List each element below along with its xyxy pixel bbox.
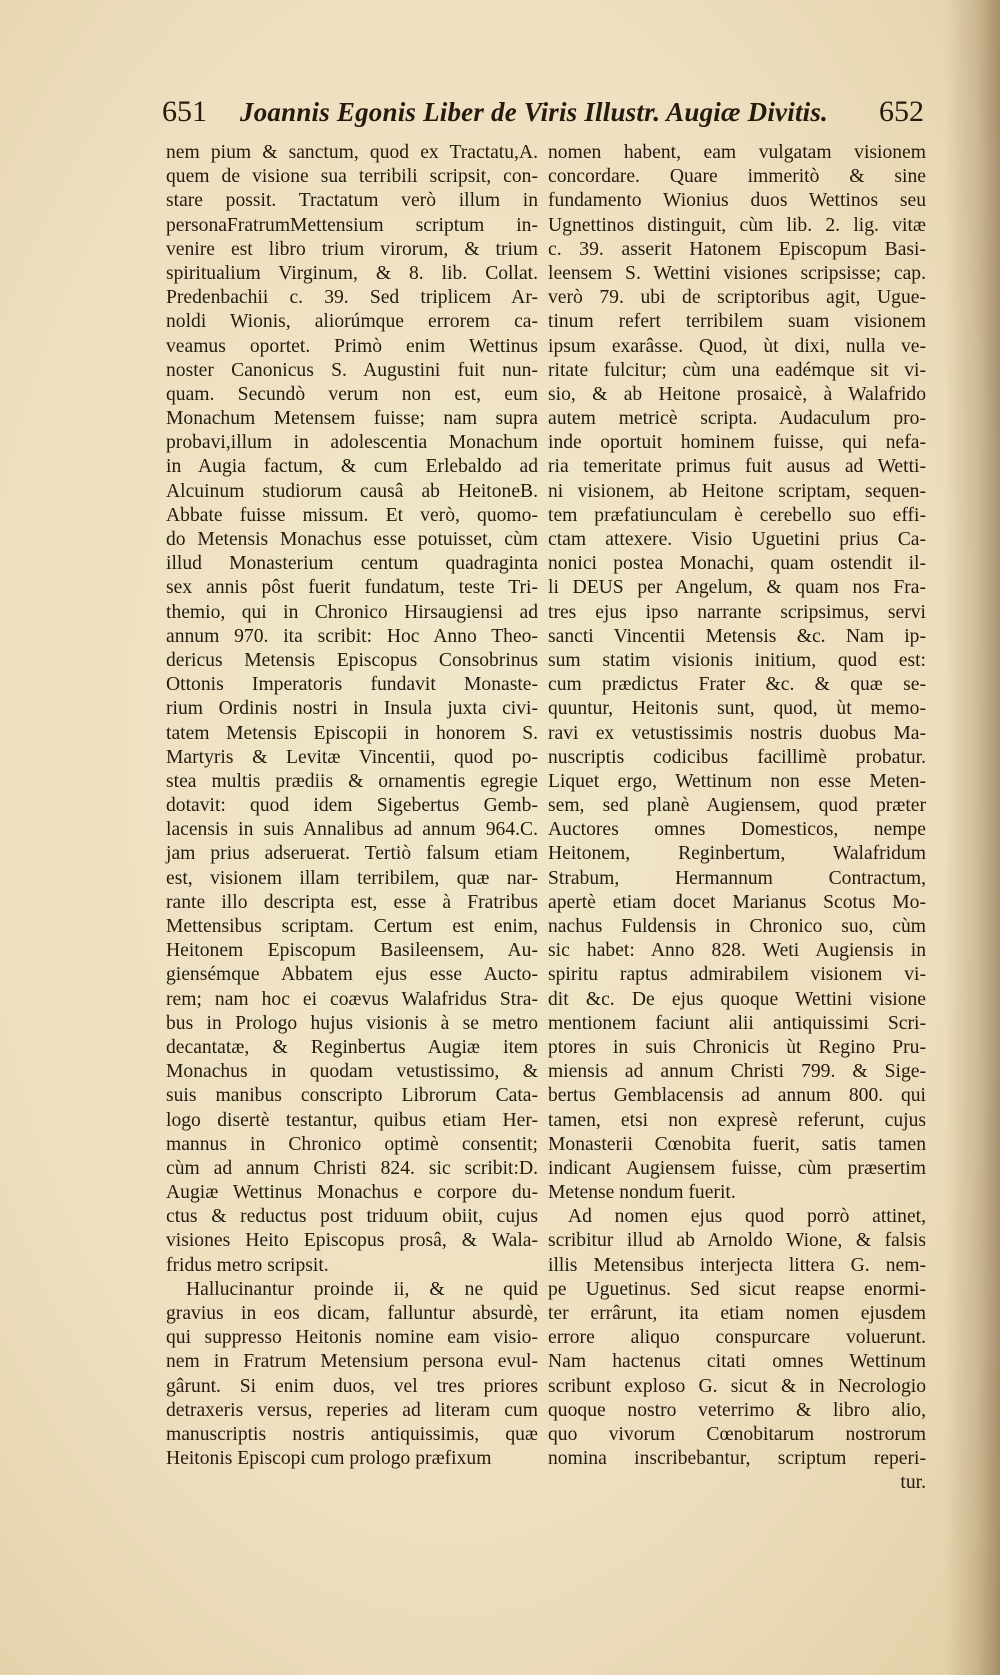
text-line: cùm ad annum Christi 824. sic scribit:D. (166, 1157, 538, 1179)
text-line: apertè etiam docet Marianus Scotus Mo- (548, 891, 926, 913)
text-line: nomen habent, eam vulgatam visionem (548, 142, 926, 163)
text-line: themio, qui in Chronico Hirsaugiensi ad (166, 601, 538, 623)
text-line: personaFratrumMettensium scriptum in- (166, 214, 538, 236)
text-line: c. 39. asserit Hatonem Episcopum Basi- (548, 238, 926, 260)
text-line: nomina inscribebantur, scriptum reperi- (548, 1448, 926, 1470)
page-number-left: 651 (162, 95, 207, 128)
text-line: ravi ex vetustissimis nostris duobus Ma- (548, 722, 926, 744)
text-line: veamus oportet. Primò enim Wettinus (166, 335, 538, 357)
text-line: fundamento Wionius duos Wettinos seu (548, 190, 926, 212)
text-line: bertus Gemblacensis ad annum 800. qui (548, 1085, 926, 1107)
text-line: tatem Metensis Episcopii in honorem S. (166, 722, 538, 744)
text-line: Augiæ Wettinus Monachus e corpore du- (166, 1182, 538, 1204)
text-line: Monachum Metensem fuisse; nam supra (166, 408, 538, 430)
text-line: cum prædictus Frater &c. & quæ se- (548, 674, 926, 696)
text-line: dit &c. De ejus quoque Wettini visione (548, 988, 926, 1010)
text-line: concordare. Quare immeritò & sine (548, 166, 926, 188)
page-number-right: 652 (879, 95, 924, 128)
running-title: Joannis Egonis Liber de Viris Illustr. Augiæ Divitis. (240, 97, 829, 127)
text-line: sum statim visionis initium, quod est: (548, 649, 926, 671)
text-line: ria temeritate primus fuit ausus ad Wetti- (548, 456, 926, 478)
text-line: Auctores omnes Domesticos, nempe (548, 819, 926, 841)
text-line: Ottonis Imperatoris fundavit Monaste- (166, 674, 538, 696)
running-header (162, 95, 924, 135)
text-line: nem in Fratrum Metensium persona evul- (166, 1351, 538, 1373)
text-line: indicant Augiensem fuisse, cùm præsertim (548, 1157, 926, 1179)
text-line: Ugnettinos distinguit, cùm lib. 2. lig. vitæ (548, 214, 926, 236)
page-gutter-shadow (945, 0, 1000, 1675)
text-line: tem præfatiunculam è cerebello suo effi- (548, 504, 926, 526)
text-line: probavi,illum in adolescentia Monachum (166, 432, 538, 454)
text-line: scribunt exploso G. sicut & in Necrologio (548, 1375, 926, 1397)
text-line: tres ejus ipso narrante scripsimus, servi (548, 601, 926, 623)
text-line: errore aliquo conspurcare voluerunt. (548, 1327, 926, 1349)
text-line: do Metensis Monachus esse potuisset, cùm (166, 529, 538, 550)
text-line: quuntur, Heitonis sunt, quod, ùt memo- (548, 698, 926, 720)
text-line: ni visionem, ab Heitone scriptam, sequen- (548, 480, 926, 502)
text-line: verò 79. ubi de scriptoribus agit, Ugue- (548, 287, 926, 309)
text-line: li DEUS per Angelum, & quam nos Fra- (548, 577, 926, 599)
text-line: ter errârunt, ita etiam nomen ejusdem (548, 1303, 926, 1324)
text-line: scribitur illud ab Arnoldo Wione, & falsis (548, 1230, 926, 1252)
text-line: dotavit: quod idem Sigebertus Gemb- (166, 795, 538, 817)
text-line: ipsum exarâsse. Quod, ùt dixi, nulla ve- (548, 335, 926, 357)
text-line: Heitonem Episcopum Basileensem, Au- (166, 940, 538, 962)
text-line: Nam hactenus citati omnes Wettinum (548, 1351, 926, 1373)
text-line: tamen, etsi non expresè referunt, cujus (548, 1109, 926, 1131)
text-line: leensem S. Wettini visiones scripsisse; cap. (548, 262, 926, 284)
text-line: qui suppresso Heitonis nomine eam visio- (166, 1327, 538, 1349)
text-line: gravius in eos dicam, falluntur absurdè, (166, 1303, 538, 1324)
text-line: rante illo descripta est, esse à Fratribus (166, 891, 538, 913)
left-column (166, 141, 538, 1471)
text-line: miensis ad annum Christi 799. & Sige- (548, 1061, 926, 1083)
text-line: Alcuinum studiorum causâ ab HeitoneB. (166, 480, 538, 502)
text-line: tur. (900, 1472, 926, 1494)
text-line: Martyris & Levitæ Vincentii, quod po- (166, 746, 538, 768)
text-line: stea multis prædiis & ornamentis egregie (166, 770, 538, 792)
text-line: rium Ordinis nostri in Insula juxta civi- (166, 698, 538, 720)
text-line: rem; nam hoc ei coævus Walafridus Stra- (166, 988, 538, 1010)
text-line: spiritualium Virginum, & 8. lib. Collat. (166, 262, 538, 284)
right-column (548, 141, 926, 1496)
text-line: mannus in Chronico optimè consentit; (166, 1133, 538, 1155)
text-line: jam prius adseruerat. Tertiò falsum etiam (166, 843, 538, 865)
text-line: giensémque Abbatem ejus esse Aucto- (166, 964, 538, 986)
text-line: tinum refert terribilem suam visionem (548, 311, 926, 333)
text-line: stare possit. Tractatum verò illum in (166, 190, 538, 212)
text-line: visiones Heito Episcopus prosâ, & Wala- (166, 1230, 538, 1252)
text-line: sic habet: Anno 828. Weti Augiensis in (548, 940, 926, 962)
text-line: Liquet ergo, Wettinum non esse Meten- (548, 770, 926, 792)
text-line: in Augia factum, & cum Erlebaldo ad (166, 456, 538, 478)
text-line: Heitonis Episcopi cum prologo præfixum (166, 1448, 492, 1470)
text-line: lacensis in suis Annalibus ad annum 964.C. (166, 819, 538, 841)
text-line: autem metricè scripta. Audaculum pro- (548, 408, 926, 430)
text-line: gârunt. Si enim duos, vel tres priores (166, 1375, 538, 1397)
text-line: Strabum, Hermannum Contractum, (548, 867, 926, 889)
text-line: sex annis pôst fuerit fundatum, teste Tri- (166, 577, 538, 599)
text-line: quem de visione sua terribili scripsit, con- (166, 166, 538, 188)
text-line: nuscriptis codicibus facillimè probatur. (548, 746, 926, 768)
text-line: suis manibus conscripto Librorum Cata- (166, 1085, 538, 1107)
text-line: spiritu raptus admirabilem visionem vi- (548, 964, 926, 986)
text-line: quoque nostro veterrimo & libro alio, (548, 1399, 926, 1421)
text-line: Heitonem, Reginbertum, Walafridum (548, 843, 926, 865)
text-line: manuscriptis nostris antiquissimis, quæ (166, 1423, 538, 1445)
text-line: noster Canonicus S. Augustini fuit nun- (166, 359, 538, 381)
text-line: Monasterii Cœnobita fuerit, satis tamen (548, 1133, 926, 1155)
text-line: mentionem faciunt alii antiquissimi Scri- (548, 1012, 926, 1034)
text-line: Ad nomen ejus quod porrò attinet, (568, 1206, 926, 1228)
text-line: logo disertè testantur, quibus etiam Her- (166, 1109, 538, 1131)
text-line: bus in Prologo hujus visionis à se metro (166, 1012, 538, 1034)
text-line: noldi Wionis, aliorúmque errorem ca- (166, 311, 538, 333)
text-line: annum 970. ita scribit: Hoc Anno Theo- (166, 625, 538, 647)
text-line: quam. Secundò verum non est, eum (166, 383, 538, 405)
text-line: ptores in suis Chronicis ùt Regino Pru- (548, 1036, 926, 1058)
text-line: inde oportuit hominem fuisse, qui nefa- (548, 432, 926, 454)
text-line: decantatæ, & Reginbertus Augiæ item (166, 1036, 538, 1058)
text-line: sancti Vincentii Metensis &c. Nam ip- (548, 625, 926, 647)
text-line: nonici postea Monachi, quam ostendit il- (548, 553, 926, 575)
text-line: sio, & ab Heitone prosaicè, à Walafrido (548, 383, 926, 405)
text-line: Monachus in quodam vetustissimo, & (166, 1061, 538, 1083)
text-line: Hallucinantur proinde ii, & ne quid (186, 1278, 538, 1300)
text-line: dericus Metensis Episcopus Consobrinus (166, 649, 538, 671)
text-line: ctus & reductus post triduum obiit, cujus (166, 1206, 538, 1228)
text-line: Metense nondum fuerit. (548, 1182, 736, 1204)
text-line: Predenbachii c. 39. Sed triplicem Ar- (166, 287, 538, 309)
text-line: nem pium & sanctum, quod ex Tractatu,A. (166, 142, 538, 163)
text-line: sem, sed planè Augiensem, quod præter (548, 795, 926, 817)
text-line: venire est libro trium virorum, & trium (166, 238, 538, 260)
text-line: ritate fulcitur; cùm una eadémque sit vi- (548, 359, 926, 381)
text-line: quo vivorum Cœnobitarum nostrorum (548, 1423, 926, 1445)
text-line: ctam attexere. Visio Uguetini prius Ca- (548, 529, 926, 550)
text-line: est, visionem illam terribilem, quæ nar- (166, 867, 538, 889)
text-line: Mettensibus scriptam. Certum est enim, (166, 916, 538, 937)
text-line: illis Metensibus interjecta littera G. nem- (548, 1254, 926, 1276)
text-line: detraxeris versus, reperies ad literam cum (166, 1399, 538, 1421)
text-line: nachus Fuldensis in Chronico suo, cùm (548, 916, 926, 937)
text-line: illud Monasterium centum quadraginta (166, 553, 538, 575)
text-line: pe Uguetinus. Sed sicut reapse enormi- (548, 1278, 926, 1300)
text-line: Abbate fuisse missum. Et verò, quomo- (166, 504, 538, 526)
text-line: fridus metro scripsit. (166, 1254, 329, 1276)
